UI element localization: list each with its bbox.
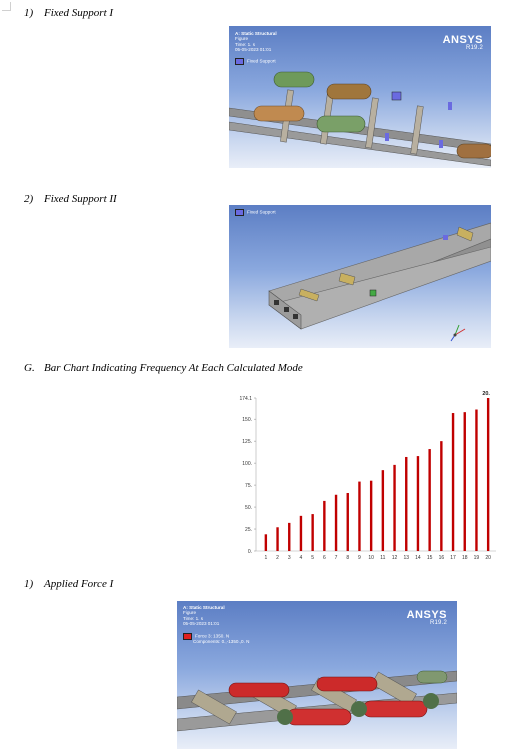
x-tick-label: 9: [358, 555, 361, 561]
figure-info: A: Static Structural Figure Time: 1. s 05-05-2023 01:01: [183, 605, 225, 627]
top-bar-label: 20.: [482, 391, 490, 397]
bar: [405, 457, 407, 551]
applied-force-1-figure: [177, 601, 457, 749]
figure-info: A: Static Structural Figure Time: 1. s 05-05-2023 01:01: [235, 31, 277, 53]
bar: [358, 482, 360, 551]
x-tick-label: 2: [276, 555, 279, 561]
x-tick-label: 12: [391, 555, 398, 561]
chassis-model-render: [229, 26, 491, 168]
y-tick-label: 125.: [242, 438, 252, 445]
y-tick-label: 174.1: [239, 395, 252, 402]
section-heading-bar-chart: G. Bar Chart Indicating Frequency At Each Calculated Mode: [24, 362, 303, 374]
y-tick-label: 150.: [242, 416, 252, 423]
x-tick-label: 18: [461, 555, 468, 561]
bar: [417, 456, 419, 551]
ansys-logo: ANSYS R19.2: [442, 34, 483, 51]
chassis-model-render: [177, 601, 457, 749]
bar: [335, 495, 337, 551]
x-tick-label: 19: [473, 555, 480, 561]
ansys-logo: ANSYS R19.2: [406, 609, 447, 626]
section-heading-fixed-support-1: 1) Fixed Support I: [24, 7, 114, 19]
chart-svg: [234, 386, 500, 566]
x-tick-label: 6: [322, 555, 326, 561]
section-heading-fixed-support-2: 2) Fixed Support II: [24, 193, 117, 205]
x-tick-label: 16: [438, 555, 445, 561]
section-heading-applied-force-1: 1) Applied Force I: [24, 578, 114, 590]
y-tick-label: 75.: [245, 482, 252, 489]
x-tick-label: 11: [380, 555, 386, 561]
legend-force-components: Components: 0.,-1350.,0. N: [193, 639, 250, 644]
x-tick-label: 14: [415, 555, 421, 561]
bar: [382, 470, 384, 551]
x-tick-label: 13: [403, 555, 410, 561]
bar: [452, 413, 454, 551]
bar: [487, 398, 489, 551]
bar: [300, 516, 302, 551]
x-tick-label: 8: [346, 555, 350, 561]
bar: [475, 410, 477, 551]
x-tick-label: 5: [311, 555, 315, 561]
bar: [347, 493, 349, 551]
x-tick-label: 15: [426, 555, 433, 561]
bar: [311, 514, 313, 551]
page-corner-mark: [2, 2, 11, 11]
y-tick-label: 0.: [247, 548, 252, 555]
x-tick-label: 3: [287, 555, 291, 561]
fixed-support-1-figure: [229, 26, 491, 168]
bar: [428, 449, 430, 551]
x-tick-label: 17: [450, 555, 456, 561]
x-tick-label: 1: [264, 555, 268, 561]
legend-fixed-support: Fixed Support: [235, 58, 276, 65]
x-tick-label: 7: [334, 555, 338, 561]
bar: [265, 534, 267, 551]
bar: [370, 481, 372, 551]
y-tick-label: 50.: [245, 504, 252, 511]
x-tick-label: 4: [299, 555, 303, 561]
bar: [464, 412, 466, 551]
bar: [440, 441, 442, 551]
y-tick-label: 25.: [245, 526, 252, 533]
chassis-model-render: [229, 205, 491, 348]
bar: [276, 527, 278, 551]
bar: [288, 523, 290, 551]
x-tick-label: 10: [368, 555, 374, 561]
fixed-support-2-figure: [229, 205, 491, 348]
legend-fixed-support: Fixed Support: [235, 209, 276, 216]
bar: [393, 465, 395, 551]
frequency-bar-chart: [234, 386, 500, 566]
y-tick-label: 100.: [242, 460, 252, 467]
x-tick-label: 20: [485, 555, 491, 561]
legend-force: Force 3: 1350. N: [183, 633, 229, 640]
bar: [323, 501, 325, 551]
